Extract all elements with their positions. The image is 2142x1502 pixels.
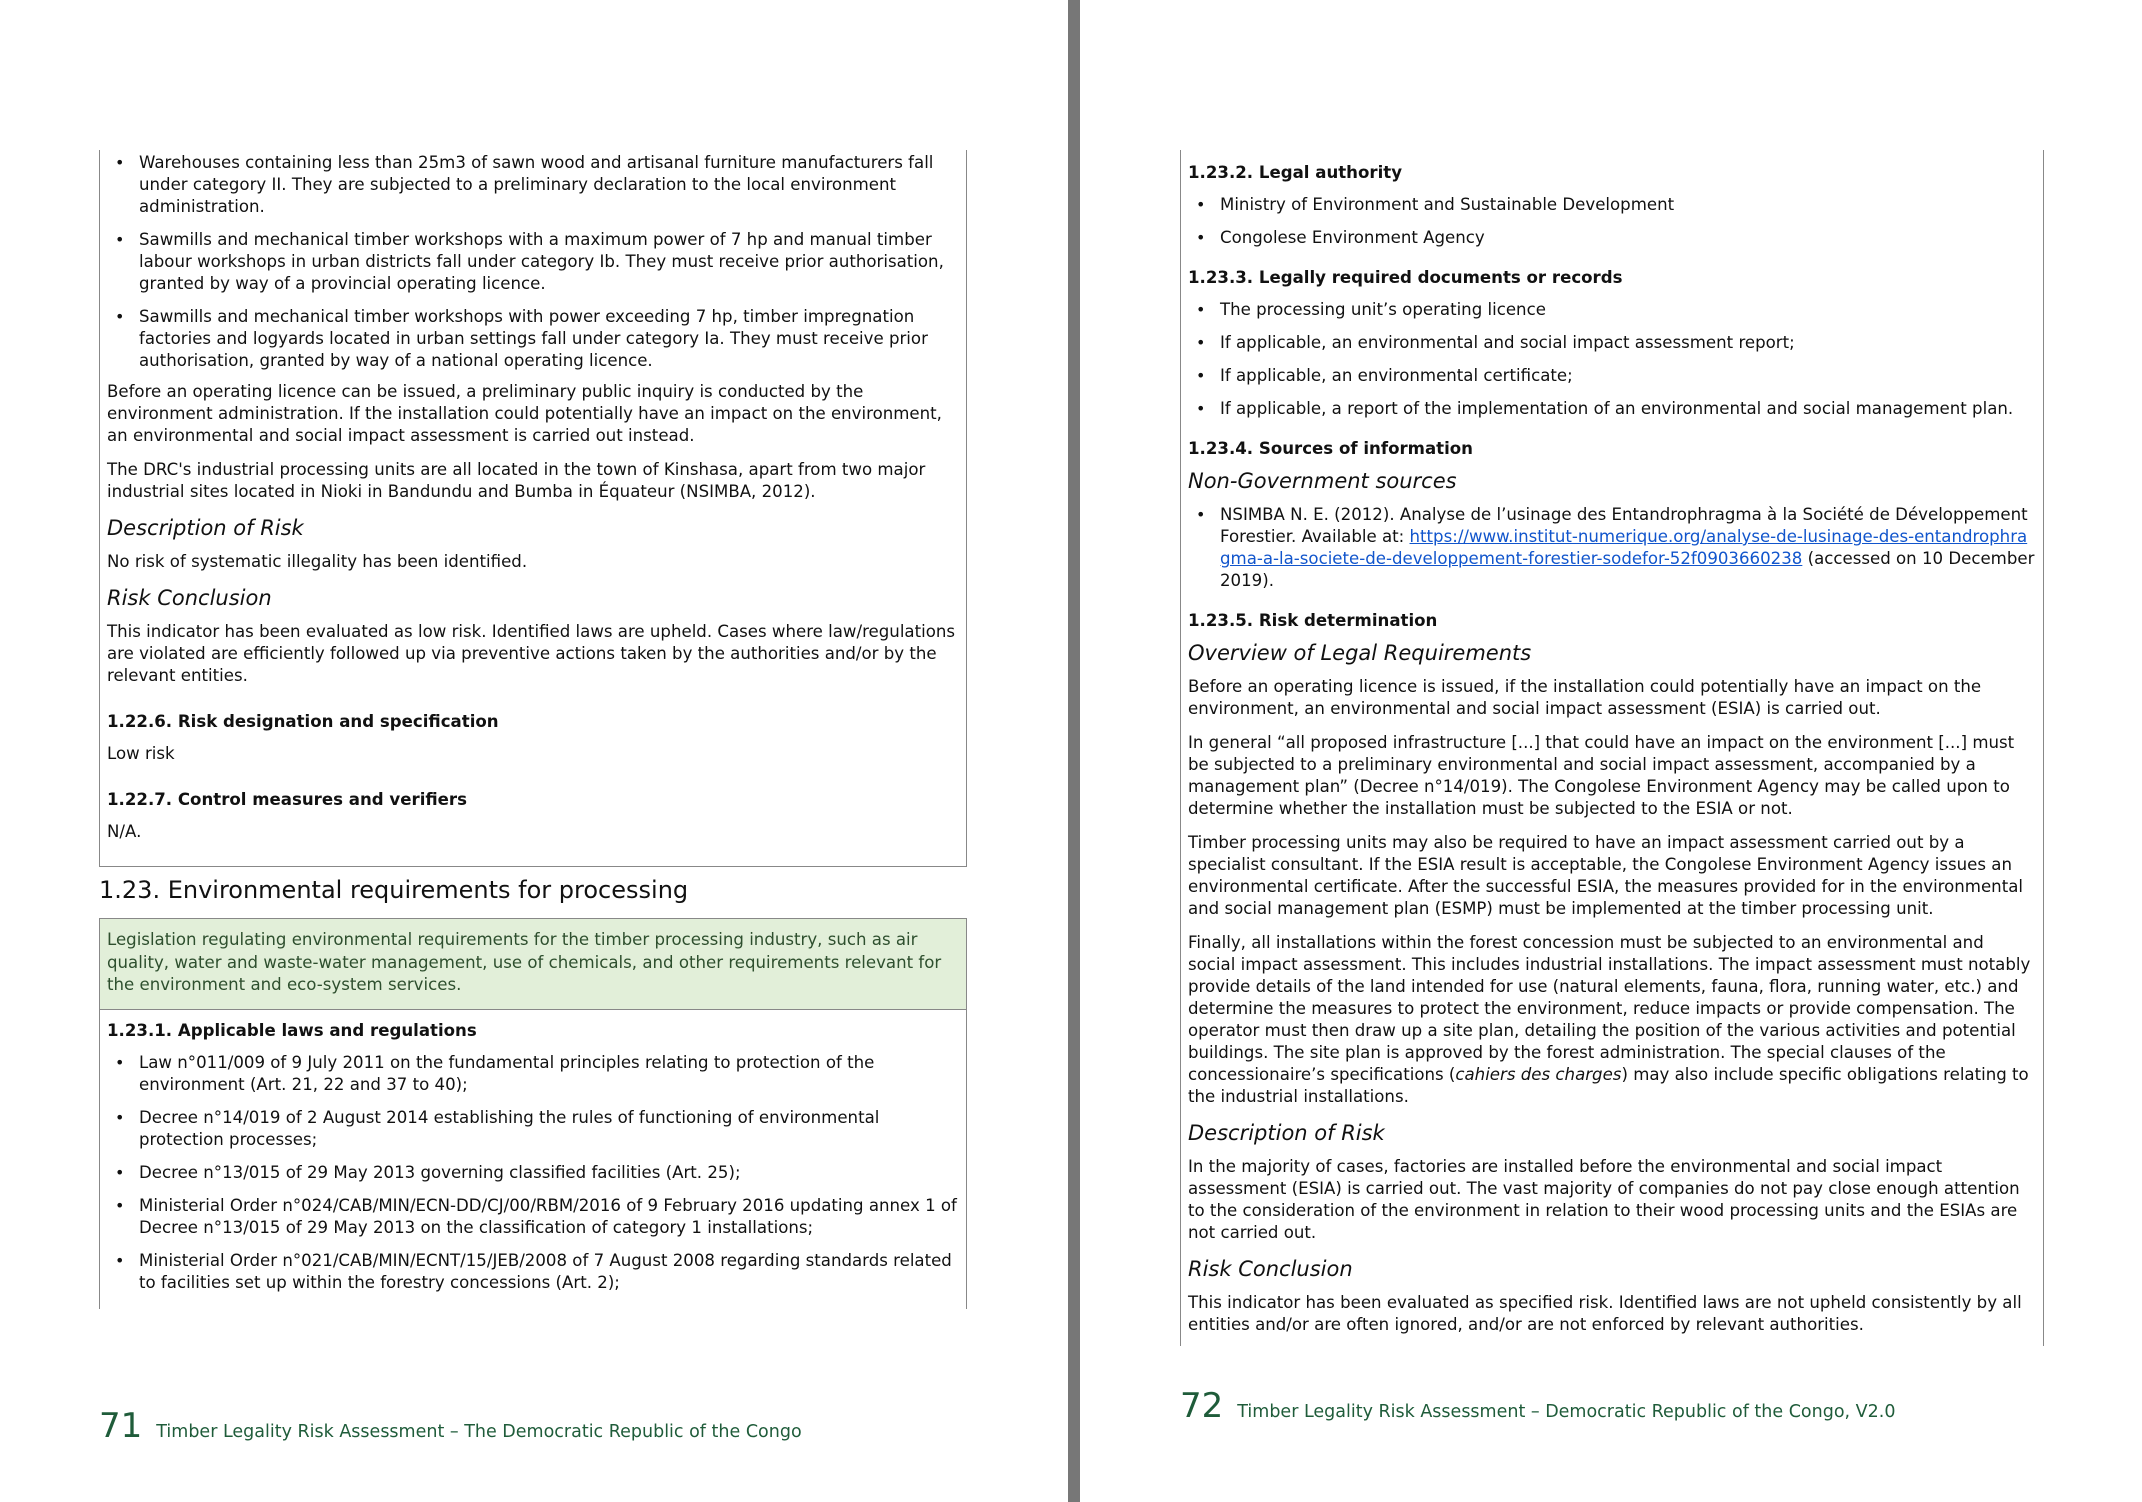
footer-left	[99, 1406, 802, 1446]
list-item	[1220, 504, 2035, 592]
footer-title: Timber Legality Risk Assessment – The Democratic Republic of the Congo	[156, 1422, 802, 1442]
cahiers-des-charges-term: cahiers des charges	[1455, 1065, 1622, 1084]
overview-paragraph-2: In general “all proposed infrastructure [...] that could have an impact on the environment [...] must be subjected to a preliminary environmental and social impact assessment, accompanied by a management plan” (Decree n°14/019). The Congolese Environment Agency may be called upon to determine whether the installation must be subjected to the ESIA or not.	[1188, 733, 2015, 818]
source-link[interactable]: https://www.institut-numerique.org/analyse-de-lusinage-des-entandrophragma-a-la-societe-de-developpement-forestier-sodefor-52f0903660238	[1220, 527, 2028, 568]
list-item: • Decree n°14/019 of 2 August 2014 establishing the rules of functioning of environmental protection processes;	[139, 1107, 958, 1151]
list-item: • Sawmills and mechanical timber workshops with power exceeding 7 hp, timber impregnation factories and logyards located in urban settings fall under category Ia. They must receive prior authorisation, granted by way of a national operating licence.	[139, 306, 958, 372]
list-item: • The processing unit’s operating licence	[1220, 299, 2035, 321]
non-government-sources-heading: Non-Government sources	[1188, 469, 1457, 493]
page-spine-divider	[1068, 0, 1080, 1502]
paragraph-operating-licence: Before an operating licence can be issued, a preliminary public inquiry is conducted by the environment administration. If the installation could potentially have an impact on the environment, an environmental and social impact assessment is carried out instead.	[107, 382, 942, 445]
overview-paragraph-4-text: Finally, all installations within the forest concession must be subjected to an environmental and social impact assessment. This includes industrial installations. The impact assessment must notably provide details of the land intended for use (natural elements, fauna, flora, running water, etc.) and determine the measures to protect the environment, reduce impacts or provide compensation. The operator must then draw up a site plan, detailing the position of the various activities and potential buildings. The site plan is approved by the forest administration. The special clauses of the concessionaire’s specifications (	[1188, 933, 2031, 1084]
footer-title: Timber Legality Risk Assessment – Democratic Republic of the Congo, V2.0	[1237, 1402, 1896, 1422]
list-item: • Law n°011/009 of 9 July 2011 on the fundamental principles relating to protection of the environment (Art. 21, 22 and 37 to 40);	[139, 1052, 958, 1096]
source-citation: NSIMBA N. E. (2012). Analyse de l’usinage des Entandrophragma à la Société de Développement Forestier. Available at:	[1220, 505, 2028, 546]
overview-legal-requirements-heading: Overview of Legal Requirements	[1188, 641, 1532, 665]
risk-table-right	[1180, 150, 2044, 1346]
overview-paragraph-1: Before an operating licence is issued, if the installation could potentially have an impact on the environment, an environmental and social impact assessment (ESIA) is carried out.	[1188, 677, 1982, 718]
legislation-scope-box: Legislation regulating environmental requirements for the timber processing industry, such as air quality, water and waste-water management, use of chemicals, and other requirements relevant for the environment and eco-system services.	[100, 919, 966, 1010]
risk-conclusion-text: This indicator has been evaluated as specified risk. Identified laws are not upheld consistently by all entities and/or are often ignored, and/or are not enforced by relevant authorities.	[1188, 1293, 2022, 1334]
page-number: 72	[1180, 1386, 1224, 1426]
description-of-risk-text: In the majority of cases, factories are installed before the environmental and social impact assessment (ESIA) is carried out. The vast majority of companies do not pay close enough attention to the consideration of the environment in relation to their wood processing units and the ESIAs are not carried out.	[1188, 1157, 2020, 1242]
heading-1-23-3: 1.23.3. Legally required documents or records	[1188, 268, 1623, 287]
risk-conclusion-heading: Risk Conclusion	[1188, 1257, 1353, 1281]
documents-list	[1188, 299, 2035, 420]
heading-1-23-2: 1.23.2. Legal authority	[1188, 163, 1403, 182]
heading-1-22-7: 1.22.7. Control measures and verifiers	[107, 790, 467, 809]
environmental-requirements-table	[99, 918, 967, 1309]
category-bullet-list	[107, 152, 958, 372]
sources-list	[1188, 504, 2035, 592]
heading-1-23-1: 1.23.1. Applicable laws and regulations	[107, 1020, 477, 1040]
risk-conclusion-text: This indicator has been evaluated as low risk. Identified laws are upheld. Cases where law/regulations are violated are efficiently followed up via preventive actions taken by the authorities and/or by the relevant entities.	[107, 622, 956, 685]
laws-list	[107, 1052, 958, 1294]
heading-1-23-5: 1.23.5. Risk determination	[1188, 611, 1438, 630]
risk-conclusion-heading: Risk Conclusion	[107, 586, 272, 610]
list-item: • Ministry of Environment and Sustainable Development	[1220, 194, 2035, 216]
list-item: • Sawmills and mechanical timber workshops with a maximum power of 7 hp and manual timber labour workshops in urban districts fall under category Ib. They must receive prior authorisation, granted by way of a provincial operating licence.	[139, 229, 958, 295]
source-accessed: (accessed on 10 December 2019).	[1220, 549, 2035, 590]
authority-list	[1188, 194, 2035, 249]
heading-1-23-4: 1.23.4. Sources of information	[1188, 439, 1473, 458]
list-item: • Ministerial Order n°024/CAB/MIN/ECN-DD/CJ/00/RBM/2016 of 9 February 2016 updating annex 1 of Decree n°13/015 of 29 May 2013 on the classification of category 1 installations;	[139, 1195, 958, 1239]
section-title-1-23: 1.23. Environmental requirements for processing	[99, 876, 689, 904]
description-of-risk-heading: Description of Risk	[107, 516, 304, 540]
list-item: • If applicable, a report of the implementation of an environmental and social management plan.	[1220, 398, 2035, 420]
list-item: • Ministerial Order n°021/CAB/MIN/ECNT/15/JEB/2008 of 7 August 2008 regarding standards related to facilities set up within the forestry concessions (Art. 2);	[139, 1250, 958, 1294]
description-of-risk-text: No risk of systematic illegality has been identified.	[107, 552, 528, 571]
paragraph-industrial-units: The DRC's industrial processing units are all located in the town of Kinshasa, apart from two major industrial sites located in Nioki in Bandundu and Bumba in Équateur (NSIMBA, 2012).	[107, 460, 926, 501]
page-number: 71	[99, 1406, 143, 1446]
list-item: • Congolese Environment Agency	[1220, 227, 2035, 249]
heading-1-22-6: 1.22.6. Risk designation and specification	[107, 712, 499, 731]
footer-right	[1180, 1386, 1895, 1426]
overview-paragraph-3: Timber processing units may also be required to have an impact assessment carried out by a specialist consultant. If the ESIA result is acceptable, the Congolese Environment Agency issues an environmental certificate. After the successful ESIA, the measures provided for in the environmental and social management plan (ESMP) must be implemented at the timber processing unit.	[1188, 833, 2023, 918]
risk-table-continuation	[99, 150, 967, 867]
overview-paragraph-4-end: ) may also include specific obligations relating to the industrial installations.	[1188, 1065, 2029, 1106]
list-item: • Warehouses containing less than 25m3 of sawn wood and artisanal furniture manufacturers fall under category II. They are subjected to a preliminary declaration to the local environment administration.	[139, 152, 958, 218]
list-item: • Decree n°13/015 of 29 May 2013 governing classified facilities (Art. 25);	[139, 1162, 958, 1184]
list-item: • If applicable, an environmental and social impact assessment report;	[1220, 332, 2035, 354]
overview-paragraph-4	[1188, 932, 2035, 1108]
control-measures-text: N/A.	[107, 822, 142, 841]
description-of-risk-heading: Description of Risk	[1188, 1121, 1385, 1145]
risk-designation-text: Low risk	[107, 744, 175, 763]
list-item: • If applicable, an environmental certificate;	[1220, 365, 2035, 387]
